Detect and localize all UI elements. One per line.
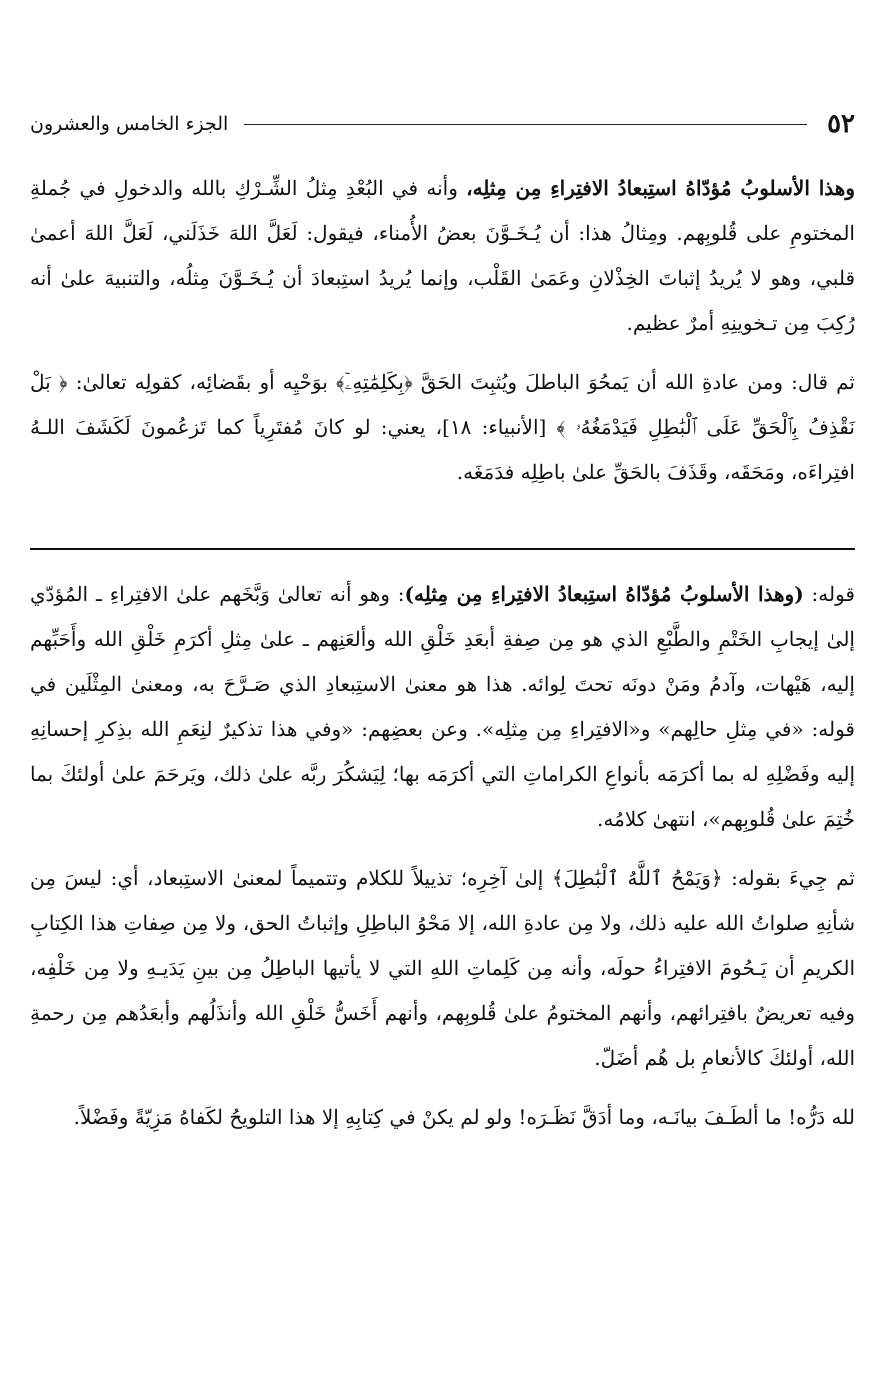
main-paragraph-2: ثم قال: ومن عادةِ الله أن يَمحُوَ الباطلَ ويُثبِتَ الحَقَّ ﴿بِكَلِمَٰتِهِۦٓ﴾ بوَحْيِه أو بقَضائِه، كقولِه تعالىٰ: ﴿ بَلْ نَقْذِفُ بِٱلْحَقِّ عَلَى ٱلْبَٰطِلِ فَيَدْمَغُهُۥ ﴾ [الأنبياء: ١٨]، يعني: لو كانَ مُفتَرِياً كما تَزعُمونَ لَكَشَفَ اللـهُ افتِراءَه، ومَحَقَه، وقَذَفَ بالحَقِّ علىٰ باطِلِه فدَمَغَه. (30, 370, 855, 484)
page-number: ٥٢ (827, 109, 855, 139)
main-paragraph-1-text: وأنه في البُعْدِ مِثلُ الشِّـرْكِ بالله والدخولِ في جُملةِ المختومِ على قُلوبِهم. ومِثالُ هذا: أن يُـخَـوَّنَ بعضُ الأُمناء، فيقول: لَعَلَّ اللهَ خَذَلَني، لَعَلَّ اللهَ أعمىٰ قلبي، وهو لا يُريدُ إثباتَ الخِذْلانِ وعَمَىٰ القَلْب، وإنما يُريدُ استِبعادَ أن يُـخَـوَّنَ مِثلُه، والتنبيهَ علىٰ أنه رُكِبَ مِن تـخوينِهِ أمرٌ عظيم. (30, 176, 855, 335)
main-bold-phrase: وهذا الأسلوبُ مُؤدّاهُ استِبعادُ الافتِراءِ مِن مِثلِه، (466, 176, 855, 200)
commentary-paragraph-3: لله دَرُّه! ما ألطَـفَ بيانَـه، وما أدَقَّ نَظَـرَه! ولو لم يكنْ في كِتابِهِ إلا هذا التلويحُ لكَفاهُ مَزِيّةً وفَضْلاً. (73, 1105, 855, 1129)
commentary-text (30, 572, 855, 1154)
commentary-intro: قوله: (803, 582, 855, 606)
commentary-paragraph-1 (30, 572, 855, 842)
part-title: الجزء الخامس والعشرون (30, 113, 229, 135)
header-rule (244, 124, 807, 125)
commentary-paragraph-2: ثم جِيءَ بقوله: ﴿وَيَمْحُ ٱللَّهُ ٱلْبَٰطِلَ﴾ إلىٰ آخِرِه؛ تذييلاً للكلام وتتميماً لمعنىٰ الاستِبعاد، أي: ليسَ مِن شأنِهِ صلواتُ الله عليه ذلك، ولا مِن عادةِ الله، إلا مَحْوُ الباطِلِ وإثباتُ الحق، ولا مِن صِفاتِ هذا الكِتابِ الكريمِ أن يَـحُومَ الافتِراءُ حولَه، وأنه مِن كَلِماتِ اللهِ التي لا يأتيها الباطِلُ مِن بينِ يَدَيـهِ ولا مِن خَلْفِه، وفيه تعريضٌ بافتِرائهم، وأنهم المختومُ علىٰ قُلوبِهم، وأنهم أَخَسُّ خَلْقِ الله وأنذَلُهم وأبعَدُهم مِن رحمةِ الله، أولئكَ كالأنعامِ بل هُم أضَلّ. (30, 866, 855, 1070)
commentary-quoted-phrase: (وهذا الأسلوبُ مُؤدّاهُ استِبعادُ الافتِراءِ مِن مِثلِه) (404, 582, 804, 606)
main-paragraph-1 (30, 166, 855, 346)
main-text (30, 166, 855, 509)
commentary-paragraph-1-text: : وهو أنه تعالىٰ وَبَّخَهم علىٰ الافتِراءِ ـ المُؤدّي إلىٰ إيجابِ الخَتْمِ والطَّبْعِ الذي هو مِن صِفةِ أبعَدِ خَلْقِ الله وألعَنِهم ـ علىٰ مِثلِ أكرَمِ خَلْقِ الله وأَحَبِّهم إليه، هَيْهات، وآدمُ ومَنْ دونَه تحتَ لِوائه. هذا هو معنىٰ الاستِبعادِ الذي صَـرَّحَ به، ومعنىٰ المِثْلَين في قوله: «في مِثلِ حالِهم» و«الافتِراءِ مِن مِثلِه». وعن بعضِهم: «وفي هذا تذكيرٌ لنِعَمِ الله بذِكرِ إحسانِهِ إليه وفَضْلِهِ له بما أكرَمَه بأنواعِ الكراماتِ التي أكرَمَه بها؛ لِيَشكُرَ ربَّه علىٰ ذلك، ويَرحَمَ علىٰ أولئكَ بما خُتِمَ علىٰ قُلوبِهم»، انتهىٰ كلامُه. (30, 582, 855, 831)
running-header (30, 104, 855, 144)
footnote-divider (30, 548, 855, 550)
